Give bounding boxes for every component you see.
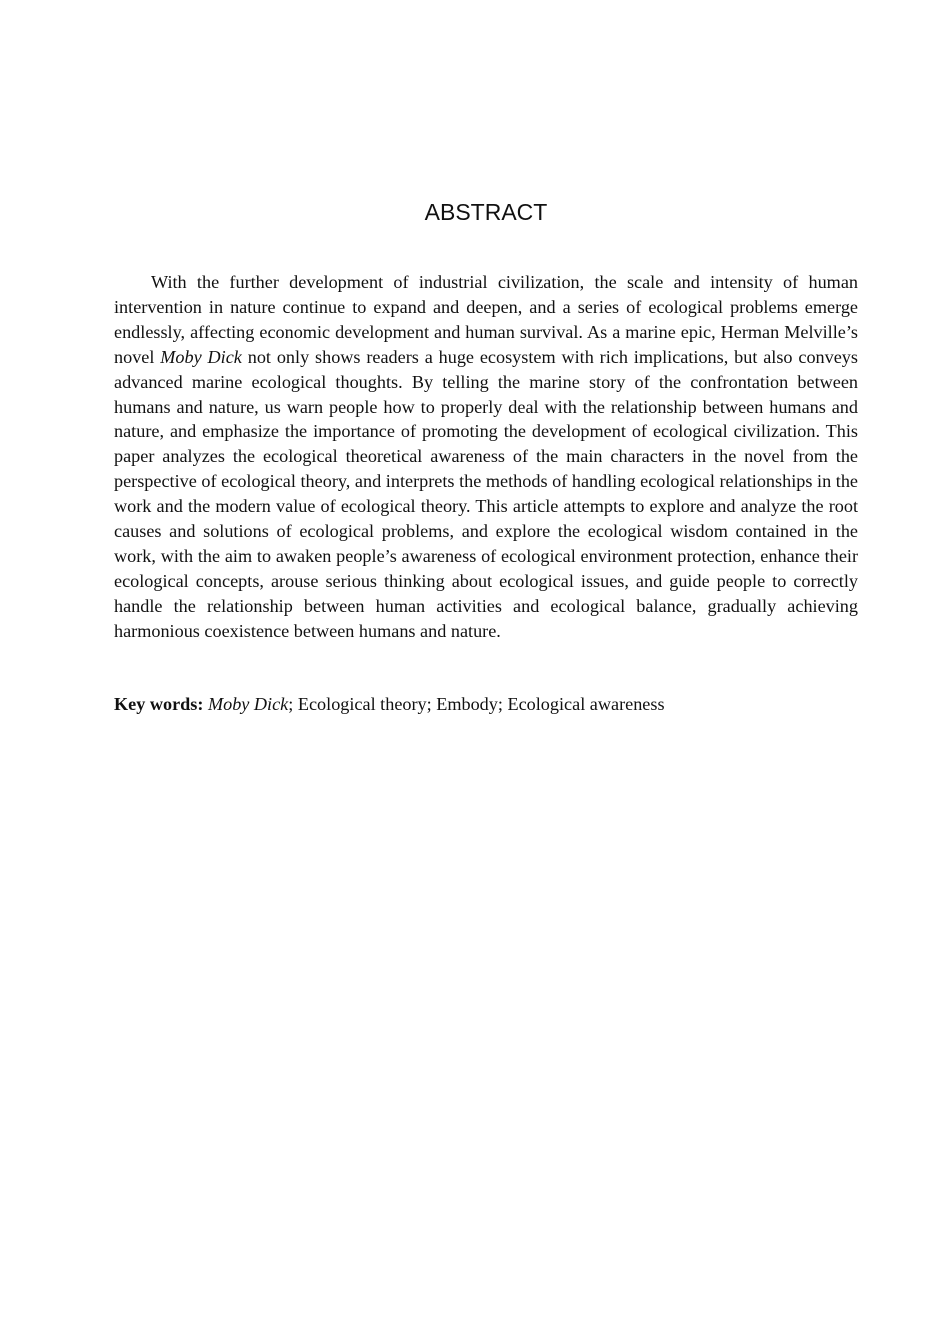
abstract-text-part2: not only shows readers a huge ecosystem with rich implications, but also conveys advanced marine ecological thoughts. By telling the marine story of the confrontation between humans and nature, us warn people how to properly deal with the relationship between humans and nature, and emphasize the importance of promoting the development of ecological civilization. This paper analyzes the ecological theoretical awareness of the main characters in the novel from the perspective of ecological theory, and interprets the methods of handling ecological relationships in the work and the modern value of ecological theory. This article attempts to explore and analyze the root causes and solutions of ecological problems, and explore the ecological wisdom contained in the work, with the aim to awaken people’s awareness of ecological environment protection, enhance their ecological concepts, arouse serious thinking about ecological issues, and guide people to correctly handle the relationship between human activities and ecological balance, gradually achieving harmonious coexistence between humans and nature. bbox=[114, 346, 858, 641]
keywords-rest: ; Ecological theory; Embody; Ecological awareness bbox=[288, 694, 665, 714]
keywords-label: Key words: bbox=[114, 694, 204, 714]
keywords-line bbox=[114, 692, 858, 717]
abstract-paragraph bbox=[114, 270, 858, 644]
abstract-text-part1: With the further development of industrial civilization, the scale and intensity of human intervention in nature continue to expand and deepen, and a series of ecological problems emerge endlessly, affecting economic development and human survival. As a marine epic, Herman Melville’s novel bbox=[114, 272, 858, 367]
keyword-moby-dick: Moby Dick bbox=[207, 694, 289, 714]
novel-title: Moby Dick bbox=[160, 346, 242, 367]
abstract-title: ABSTRACT bbox=[424, 199, 548, 225]
